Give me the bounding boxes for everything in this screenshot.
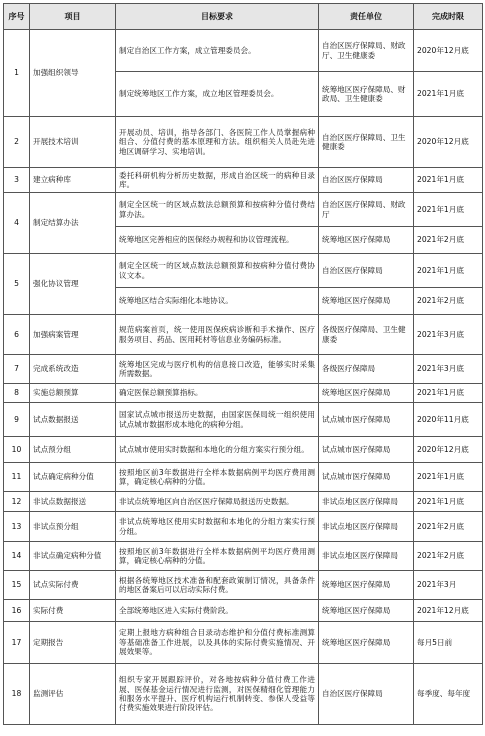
row-goal: 统筹地区结合实际细化本地协议。 (116, 288, 319, 315)
row-number: 14 (4, 542, 30, 571)
row-time: 2021年3月 (414, 571, 483, 600)
header-item: 项目 (30, 4, 116, 30)
row-number: 7 (4, 355, 30, 384)
row-time: 2021年2月底 (414, 542, 483, 571)
task-table (3, 3, 483, 725)
row-goal: 非试点统筹地区使用实时数据和本地化的分组方案实行预分组。 (116, 512, 319, 542)
row-unit: 统筹地区医疗保障局 (319, 227, 414, 254)
row-number: 6 (4, 315, 30, 355)
row-unit: 自治区医疗保障局 (319, 254, 414, 288)
row-goal: 定期上报地方病种组合目录动态维护和分值付费标准测算等基础准备工作进展，以及具体的实际付费实施情况、开展效果等。 (116, 622, 319, 664)
table-row (4, 117, 483, 168)
row-goal: 非试点统筹地区向自治区医疗保障局报送历史数据。 (116, 492, 319, 512)
row-number: 16 (4, 600, 30, 622)
row-goal: 按照地区前3年数据进行全样本数据病例平均医疗费用测算，确定核心病种的分值。 (116, 463, 319, 492)
row-goal: 全部统筹地区进入实际付费阶段。 (116, 600, 319, 622)
row-unit: 统筹地区医疗保障局 (319, 288, 414, 315)
table-row (4, 168, 483, 193)
row-goal: 制定统筹地区工作方案，成立地区管理委员会。 (116, 72, 319, 117)
row-number: 9 (4, 403, 30, 437)
header-goal: 目标要求 (116, 4, 319, 30)
row-unit: 自治区医疗保障局、卫生健康委 (319, 117, 414, 168)
row-goal: 统筹地区完成与医疗机构的信息接口改造，能够实时采集所需数据。 (116, 355, 319, 384)
row-time: 2020年12月底 (414, 117, 483, 168)
row-number: 18 (4, 664, 30, 725)
table-row (4, 384, 483, 403)
row-unit: 自治区医疗保障局、财政厅 (319, 193, 414, 227)
row-unit: 统筹地区医疗保障局 (319, 622, 414, 664)
row-time: 每月5日前 (414, 622, 483, 664)
header-time: 完成时限 (414, 4, 483, 30)
row-time: 2021年12月底 (414, 600, 483, 622)
row-number: 3 (4, 168, 30, 193)
row-goal: 制定全区统一的区域点数法总额预算和按病种分值付费结算办法。 (116, 193, 319, 227)
row-item: 建立病种库 (30, 168, 116, 193)
row-item: 开展技术培训 (30, 117, 116, 168)
row-item: 制定结算办法 (30, 193, 116, 254)
table-row (4, 193, 483, 227)
row-item: 实施总额预算 (30, 384, 116, 403)
row-item: 非试点预分组 (30, 512, 116, 542)
row-item: 试点确定病种分值 (30, 463, 116, 492)
row-item: 试点数据报送 (30, 403, 116, 437)
row-item: 定期报告 (30, 622, 116, 664)
header-no: 序号 (4, 4, 30, 30)
row-unit: 统筹地区医疗保障局 (319, 384, 414, 403)
table-header-row (4, 4, 483, 30)
table-row (4, 600, 483, 622)
row-goal: 组织专家开展跟踪评价，对各地按病种分值付费工作进展、医保基金运行情况进行监测，对医保精细化管理能力和服务水平提升、医疗机构运行机制转变、参保人受益等付费实施效果进行阶段评估。 (116, 664, 319, 725)
row-number: 5 (4, 254, 30, 315)
row-time: 2021年2月底 (414, 227, 483, 254)
row-time: 2021年2月底 (414, 512, 483, 542)
row-time: 2021年1月底 (414, 463, 483, 492)
row-item: 试点实际付费 (30, 571, 116, 600)
row-unit: 自治区医疗保障局 (319, 664, 414, 725)
table-row (4, 542, 483, 571)
row-number: 13 (4, 512, 30, 542)
row-unit: 统筹地区医疗保障局 (319, 571, 414, 600)
row-item: 非试点确定病种分值 (30, 542, 116, 571)
table-row (4, 492, 483, 512)
row-item: 加强组织领导 (30, 30, 116, 117)
row-item: 非试点数据报送 (30, 492, 116, 512)
row-number: 4 (4, 193, 30, 254)
row-unit: 试点城市医疗保障局 (319, 437, 414, 463)
table-body (4, 30, 483, 725)
row-number: 15 (4, 571, 30, 600)
row-goal: 规范病案首页，统一使用医保疾病诊断和手术操作、医疗服务项目、药品、医用耗材等信息业务编码标准。 (116, 315, 319, 355)
table-row (4, 664, 483, 725)
table-row (4, 463, 483, 492)
row-goal: 确定医保总额预算指标。 (116, 384, 319, 403)
row-time: 2021年3月底 (414, 315, 483, 355)
row-unit: 各级医疗保障局 (319, 355, 414, 384)
row-item: 实际付费 (30, 600, 116, 622)
row-time: 2021年1月底 (414, 168, 483, 193)
row-time: 2020年11月底 (414, 403, 483, 437)
row-number: 12 (4, 492, 30, 512)
header-unit: 责任单位 (319, 4, 414, 30)
row-goal: 委托科研机构分析历史数据，形成自治区统一的病种目录库。 (116, 168, 319, 193)
row-unit: 试点城市医疗保障局 (319, 463, 414, 492)
row-time: 2021年2月底 (414, 288, 483, 315)
row-goal: 制定全区统一的区域点数法总额预算和按病种分值付费协议文本。 (116, 254, 319, 288)
row-goal: 开展动员、培训，指导各部门、各医院工作人员掌握病种组合、分值付费的基本原理和方法。组织相关人员赴先进地区调研学习、实地培训。 (116, 117, 319, 168)
row-time: 2021年1月底 (414, 492, 483, 512)
row-number: 2 (4, 117, 30, 168)
row-number: 10 (4, 437, 30, 463)
row-unit: 统筹地区医疗保障局、财政局、卫生健康委 (319, 72, 414, 117)
row-unit: 自治区医疗保障局 (319, 168, 414, 193)
row-unit: 自治区医疗保障局、财政厅、卫生健康委 (319, 30, 414, 72)
table-row (4, 254, 483, 288)
row-time: 2021年1月底 (414, 72, 483, 117)
row-number: 8 (4, 384, 30, 403)
table-row (4, 30, 483, 72)
row-goal: 根据各统筹地区技术准备和配套政策制订情况，具备条件的地区备案后可以启动实际付费。 (116, 571, 319, 600)
row-number: 17 (4, 622, 30, 664)
row-unit: 非试点地区医疗保障局 (319, 542, 414, 571)
row-item: 试点预分组 (30, 437, 116, 463)
table-row (4, 512, 483, 542)
row-item: 加强病案管理 (30, 315, 116, 355)
table-row (4, 571, 483, 600)
row-goal: 制定自治区工作方案，成立管理委员会。 (116, 30, 319, 72)
row-item: 完成系统改造 (30, 355, 116, 384)
row-unit: 非试点地区医疗保障局 (319, 492, 414, 512)
row-time: 2021年3月底 (414, 355, 483, 384)
row-time: 2021年1月底 (414, 254, 483, 288)
table-row (4, 355, 483, 384)
row-time: 2020年12月底 (414, 437, 483, 463)
table-row (4, 315, 483, 355)
table-row (4, 622, 483, 664)
row-item: 强化协议管理 (30, 254, 116, 315)
row-time: 2021年1月底 (414, 193, 483, 227)
row-unit: 各级医疗保障局、卫生健康委 (319, 315, 414, 355)
table-row (4, 403, 483, 437)
row-goal: 按照地区前3年数据进行全样本数据病例平均医疗费用测算，确定核心病种的分值。 (116, 542, 319, 571)
row-goal: 国家试点城市报送历史数据，由国家医保局统一组织使用试点城市数据形成本地化的病种分组。 (116, 403, 319, 437)
row-number: 1 (4, 30, 30, 117)
row-unit: 试点城市医疗保障局 (319, 403, 414, 437)
row-unit: 非试点地区医疗保障局 (319, 512, 414, 542)
row-item: 监测评估 (30, 664, 116, 725)
row-unit: 统筹地区医疗保障局 (319, 600, 414, 622)
table-row (4, 437, 483, 463)
row-time: 每季度、每年度 (414, 664, 483, 725)
row-goal: 试点城市使用实时数据和本地化的分组方案实行预分组。 (116, 437, 319, 463)
row-time: 2020年12月底 (414, 30, 483, 72)
row-time: 2021年1月底 (414, 384, 483, 403)
row-goal: 统筹地区完善相应的医保经办规程和协议管理流程。 (116, 227, 319, 254)
row-number: 11 (4, 463, 30, 492)
